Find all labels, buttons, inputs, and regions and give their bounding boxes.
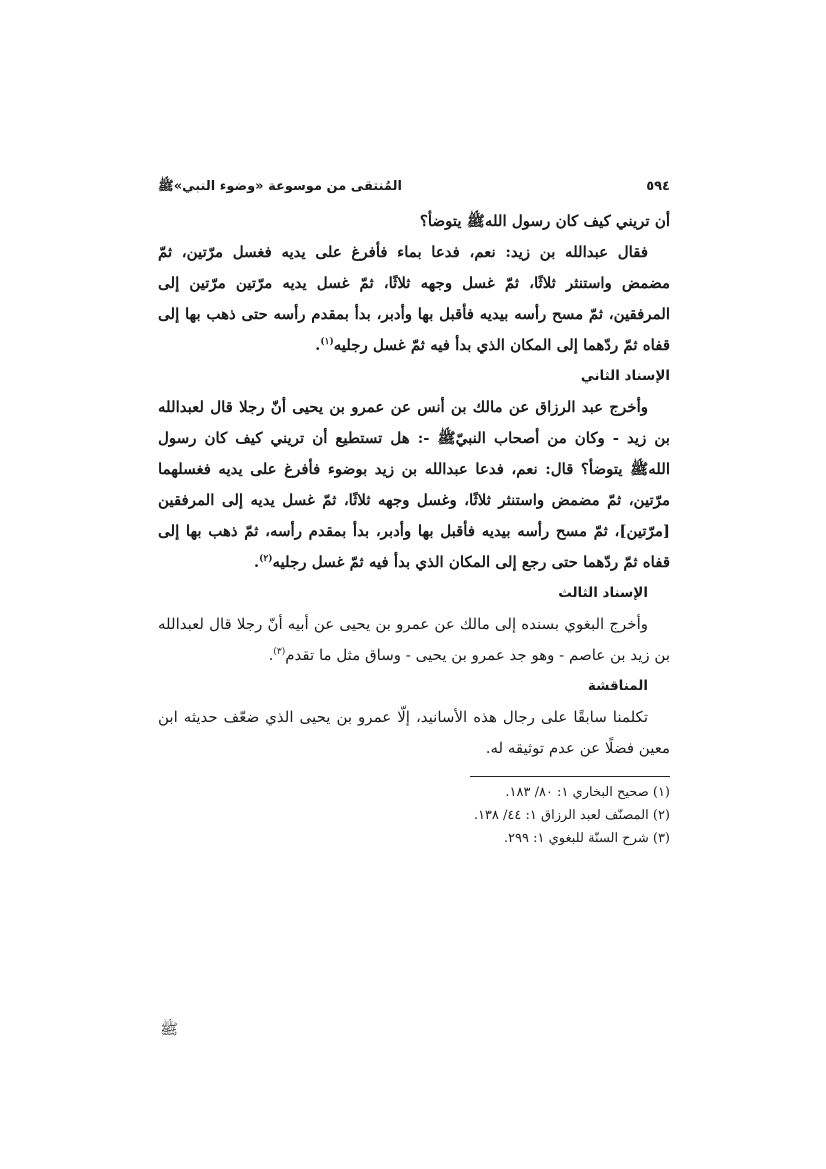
document-page [158,178,670,850]
paragraph-3: وأخرج عبد الرزاق عن مالك بن أنس عن عمرو بن يحيى أنّ رجلا قال لعبدالله بن زيد - وكان من أصحاب النبيّﷺ -: هل تستطيع أن تريني كيف كان رسول اللهﷺ يتوضأ؟ قال: نعم، فدعا عبدالله بن زيد بوضوء فأفرغ على يديه فغسلهما مرّتين، ثمّ مضمض واستنثر ثلاثًا، وغسل وجهه ثلاثًا، ثمّ غسل يديه إلى المرفقين [مرّتين]، ثمّ مسح رأسه بيديه فأقبل بها وأدبر، بدأ بمقدم رأسه، ثمّ ذهب بها إلى قفاه ثمّ ردّهما حتى رجع إلى المكان الذي بدأ فيه ثمّ غسل رجليه$^{(٢)}$. [158,398,670,571]
footnote-ref-1: (١) [320,337,334,347]
paragraph-4: وأخرج البغوي بسنده إلى مالك عن عمرو بن يحيى عن أبيه أنّ رجلا قال لعبدالله بن زيد بن عاصم - وهو جد عمرو بن يحيى - وساق مثل ما تقدم$^{(٣)}$. [158,615,670,664]
footnote-ref-2: (٢) [259,554,273,564]
paragraph-4-text: وأخرج البغوي بسنده إلى مالك عن عمرو بن يحيى عن أبيه أنّ رجلا قال لعبدالله بن زيد بن عاصم - وهو جد عمرو بن يحيى - وساق مثل ما تقدم [158,615,670,664]
footer-mark: ﷺ [160,1020,179,1038]
running-header [158,178,670,202]
footnote-ref-3: (٣) [273,647,286,657]
paragraph-5: تكلمنا سابقًا على رجال هذه الأسانيد، إلّا عمرو بن يحيى الذي ضعّف حديثه ابن معين فضلًا عن عدم توثيقه له. [158,708,670,757]
heading-second-chain: الإسناد الثاني [580,368,670,384]
heading-discussion: المناقشة [587,678,648,694]
paragraph-3-text: وأخرج عبد الرزاق عن مالك بن أنس عن عمرو بن يحيى أنّ رجلا قال لعبدالله بن زيد - وكان من أصحاب النبيّﷺ -: هل تستطيع أن تريني كيف كان رسول اللهﷺ يتوضأ؟ قال: نعم، فدعا عبدالله بن زيد بوضوء فأفرغ على يديه فغسلهما مرّتين، ثمّ مضمض واستنثر ثلاثًا، وغسل وجهه ثلاثًا، ثمّ غسل يديه إلى المرفقين [مرّتين]، ثمّ مسح رأسه بيديه فأقبل بها وأدبر، بدأ بمقدم رأسه، ثمّ ذهب بها إلى قفاه ثمّ ردّهما حتى رجع إلى المكان الذي بدأ فيه ثمّ غسل رجليه [158,398,670,571]
heading-third-chain: الإسناد الثالث [558,585,648,601]
paragraph-2: فقال عبدالله بن زيد: نعم، فدعا بماء فأفرغ على يديه فغسل مرّتين، ثمّ مضمض واستنثر ثلاثًا، ثمّ غسل وجهه ثلاثًا، ثمّ غسل يديه مرّتين مرّتين إلى المرفقين، ثمّ مسح رأسه بيديه فأقبل بها وأدبر، بدأ بمقدم رأسه حتى ذهب بها إلى قفاه ثمّ ردّهما إلى المكان الذي بدأ فيه ثمّ غسل رجليه$^{(١)}$. [158,243,670,354]
page-number: ٥٩٤ [646,179,670,194]
footnote-divider [470,776,670,777]
paragraph-2-text: فقال عبدالله بن زيد: نعم، فدعا بماء فأفرغ على يديه فغسل مرّتين، ثمّ مضمض واستنثر ثلاثًا، ثمّ غسل وجهه ثلاثًا، ثمّ غسل يديه مرّتين مرّتين إلى المرفقين، ثمّ مسح رأسه بيديه فأقبل بها وأدبر، بدأ بمقدم رأسه حتى ذهب بها إلى قفاه ثمّ ردّهما إلى المكان الذي بدأ فيه ثمّ غسل رجليه [158,243,670,354]
paragraph-1: أن تريني كيف كان رسول اللهﷺ يتوضأ؟ [419,212,670,230]
footnote-3: (٣) شرح السنّة للبغوي ١: ٢٩٩. [503,831,670,846]
footnote-2: (٢) المصنّف لعبد الرزاق ١: ٤٤/ ١٣٨. [473,808,670,823]
running-title: المُنتقى من موسوعة «وضوء النبي»ﷺ [158,179,402,194]
footnote-1: (١) صحيح البخاري ١: ٨٠/ ١٨٣. [505,785,670,800]
